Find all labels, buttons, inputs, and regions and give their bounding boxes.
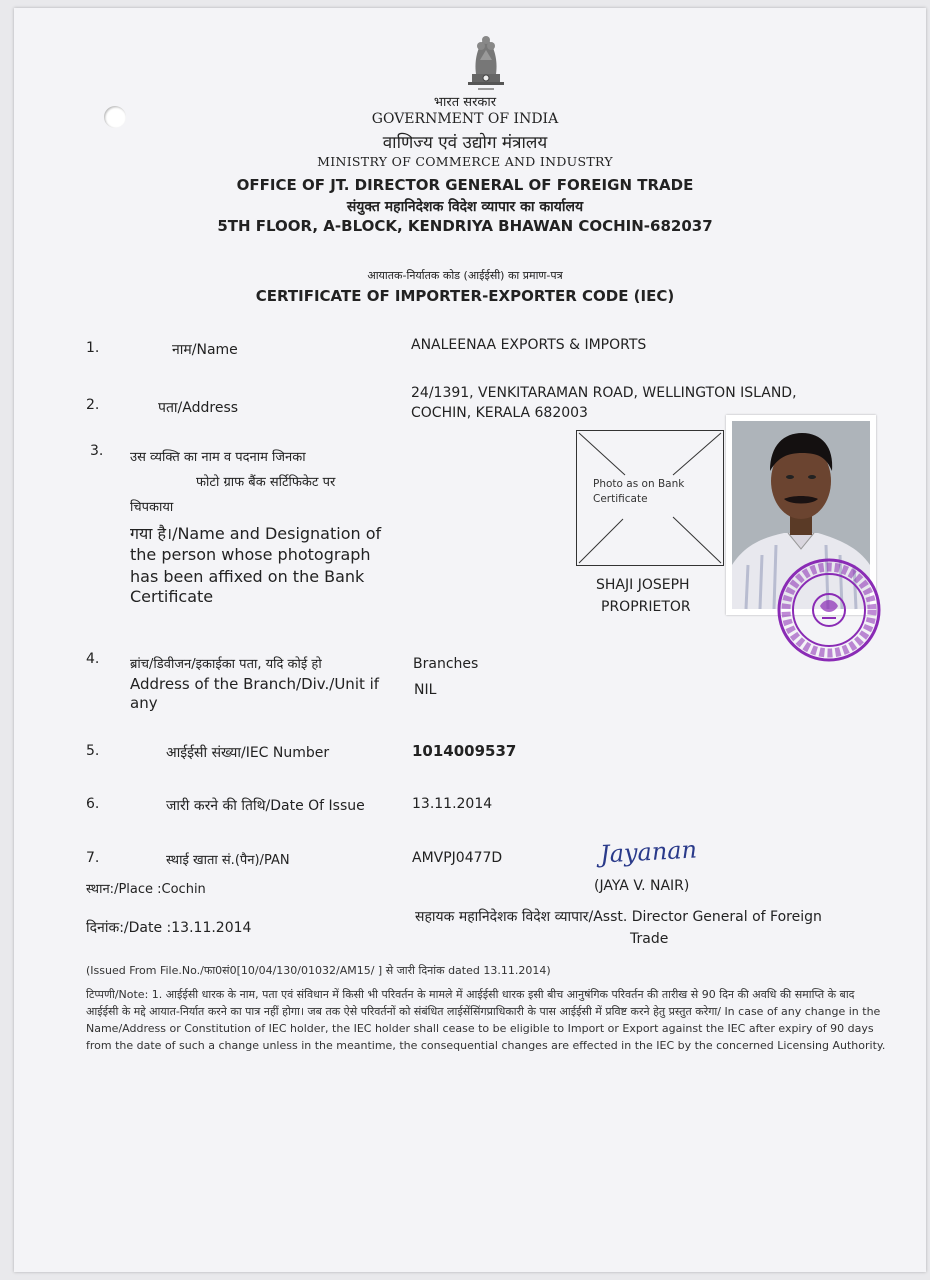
field-3-hindi-line3: चिपकाया	[130, 500, 174, 515]
round-official-seal-icon	[772, 556, 886, 664]
field-1-label: नाम/Name	[172, 342, 238, 358]
field-4-hindi: ब्रांच/डिवीजन/इकाईका पता, यदि कोई हो	[130, 657, 322, 672]
field-7-number: 7.	[86, 850, 100, 866]
photo-placeholder-text: Photo as on Bank Certificate	[593, 478, 685, 505]
field-5-number: 5.	[86, 743, 100, 759]
person-title: PROPRIETOR	[601, 599, 691, 615]
field-3-number: 3.	[90, 443, 104, 459]
person-name: SHAJI JOSEPH	[596, 577, 690, 593]
field-4-value-line1: Branches	[413, 656, 479, 672]
hindi-office-name: संयुक्त महानिदेशक विदेश व्यापार का कार्यालय	[346, 199, 584, 215]
field-7-label: स्थाई खाता सं.(पैन)/PAN	[166, 853, 290, 868]
signatory-designation-line1: सहायक महानिदेशक विदेश व्यापार/Asst. Director General of Foreign	[415, 909, 822, 925]
office-name: OFFICE OF JT. DIRECTOR GENERAL OF FOREIGN TRADE	[236, 176, 694, 194]
photo-placeholder-box	[576, 430, 724, 566]
date-of-signing: दिनांक:/Date :13.11.2014	[86, 920, 252, 936]
field-2-value-line2: COCHIN, KERALA 682003	[411, 405, 588, 421]
hindi-government: भारत सरकार	[433, 95, 497, 110]
field-3-label-line1: गया है।/Name and Designation of	[130, 524, 382, 543]
field-2-number: 2.	[86, 397, 100, 413]
ministry-name: MINISTRY OF COMMERCE AND INDUSTRY	[317, 154, 613, 169]
government-of-india: GOVERNMENT OF INDIA	[371, 111, 559, 127]
signatory-name: (JAYA V. NAIR)	[594, 878, 690, 894]
issued-from-file: (Issued From File.No./फा0सं0[10/04/130/01032/AM15/ ] से जारी दिनांक dated 13.11.2014)	[86, 964, 551, 977]
certificate-title: CERTIFICATE OF IMPORTER-EXPORTER CODE (IEC)	[255, 287, 675, 305]
field-3-hindi-line1: उस व्यक्ति का नाम व पदनाम जिनका	[130, 450, 306, 465]
field-4-number: 4.	[86, 651, 100, 667]
issue-date: 13.11.2014	[412, 796, 493, 812]
note-paragraph: टिप्पणी/Note: 1. आईईसी धारक के नाम, पता एवं संविधान में किसी भी परिवर्तन के मामले में आईईसी धारक इसी बीच आनुषंगिक परिवर्तन की तारीख से 90 दिन की अवधि की समाप्ति के बाद आईईसी के मद्दे आयात-निर्यात करने का पात्र नहीं होगा। जब तक ऐसे परिवर्तनों को संबंधित लाईसेंसिंगप्राधिकारी के पास आईईसी में प्रविष्ट करने हेतु प्रस्तुत करेगा/ In case of any change in the Name/Address or Constitution of IEC holder, the IEC holder shall cease to be eligible to Import or Export against the IEC after expiry of 90 days from the date of such a change unless in the meantime, the consequential changes are effected in the IEC by the concerned Licensing Authority.	[86, 988, 886, 1052]
office-address: 5TH FLOOR, A-BLOCK, KENDRIYA BHAWAN COCHIN-682037	[217, 217, 713, 235]
hindi-ministry: वाणिज्य एवं उद्योग मंत्रालय	[382, 133, 548, 153]
field-2-label: पता/Address	[158, 400, 239, 416]
field-3-label-line3: has been affixed on the Bank	[130, 567, 365, 586]
field-3-hindi-line2: फोटो ग्राफ बैंक सर्टिफिकेट पर	[196, 475, 336, 490]
field-3-label-line2: the person whose photograph	[130, 545, 371, 564]
pan-number: AMVPJ0477D	[412, 850, 503, 866]
field-4-label-line1: Address of the Branch/Div./Unit if	[130, 675, 380, 693]
iec-number: 1014009537	[412, 742, 517, 760]
signatory-designation-line2: Trade	[630, 931, 669, 947]
place-of-issue: स्थान:/Place :Cochin	[86, 882, 206, 897]
national-emblem-icon	[462, 30, 510, 92]
field-1-value: ANALEENAA EXPORTS & IMPORTS	[411, 337, 647, 353]
field-5-label: आईईसी संख्या/IEC Number	[166, 745, 330, 761]
field-4-value-line2: NIL	[414, 682, 437, 698]
field-4-label-line2: any	[130, 694, 158, 712]
field-6-number: 6.	[86, 796, 100, 812]
hindi-certificate-title: आयातक-निर्यातक कोड (आईईसी) का प्रमाण-पत्र	[367, 269, 563, 282]
field-3-label-line4: Certificate	[130, 587, 214, 606]
handwritten-signature: Jayanan	[599, 835, 698, 869]
field-1-number: 1.	[86, 340, 100, 356]
field-6-label: जारी करने की तिथि/Date Of Issue	[166, 798, 365, 814]
field-2-value-line1: 24/1391, VENKITARAMAN ROAD, WELLINGTON ISLAND,	[411, 385, 797, 401]
